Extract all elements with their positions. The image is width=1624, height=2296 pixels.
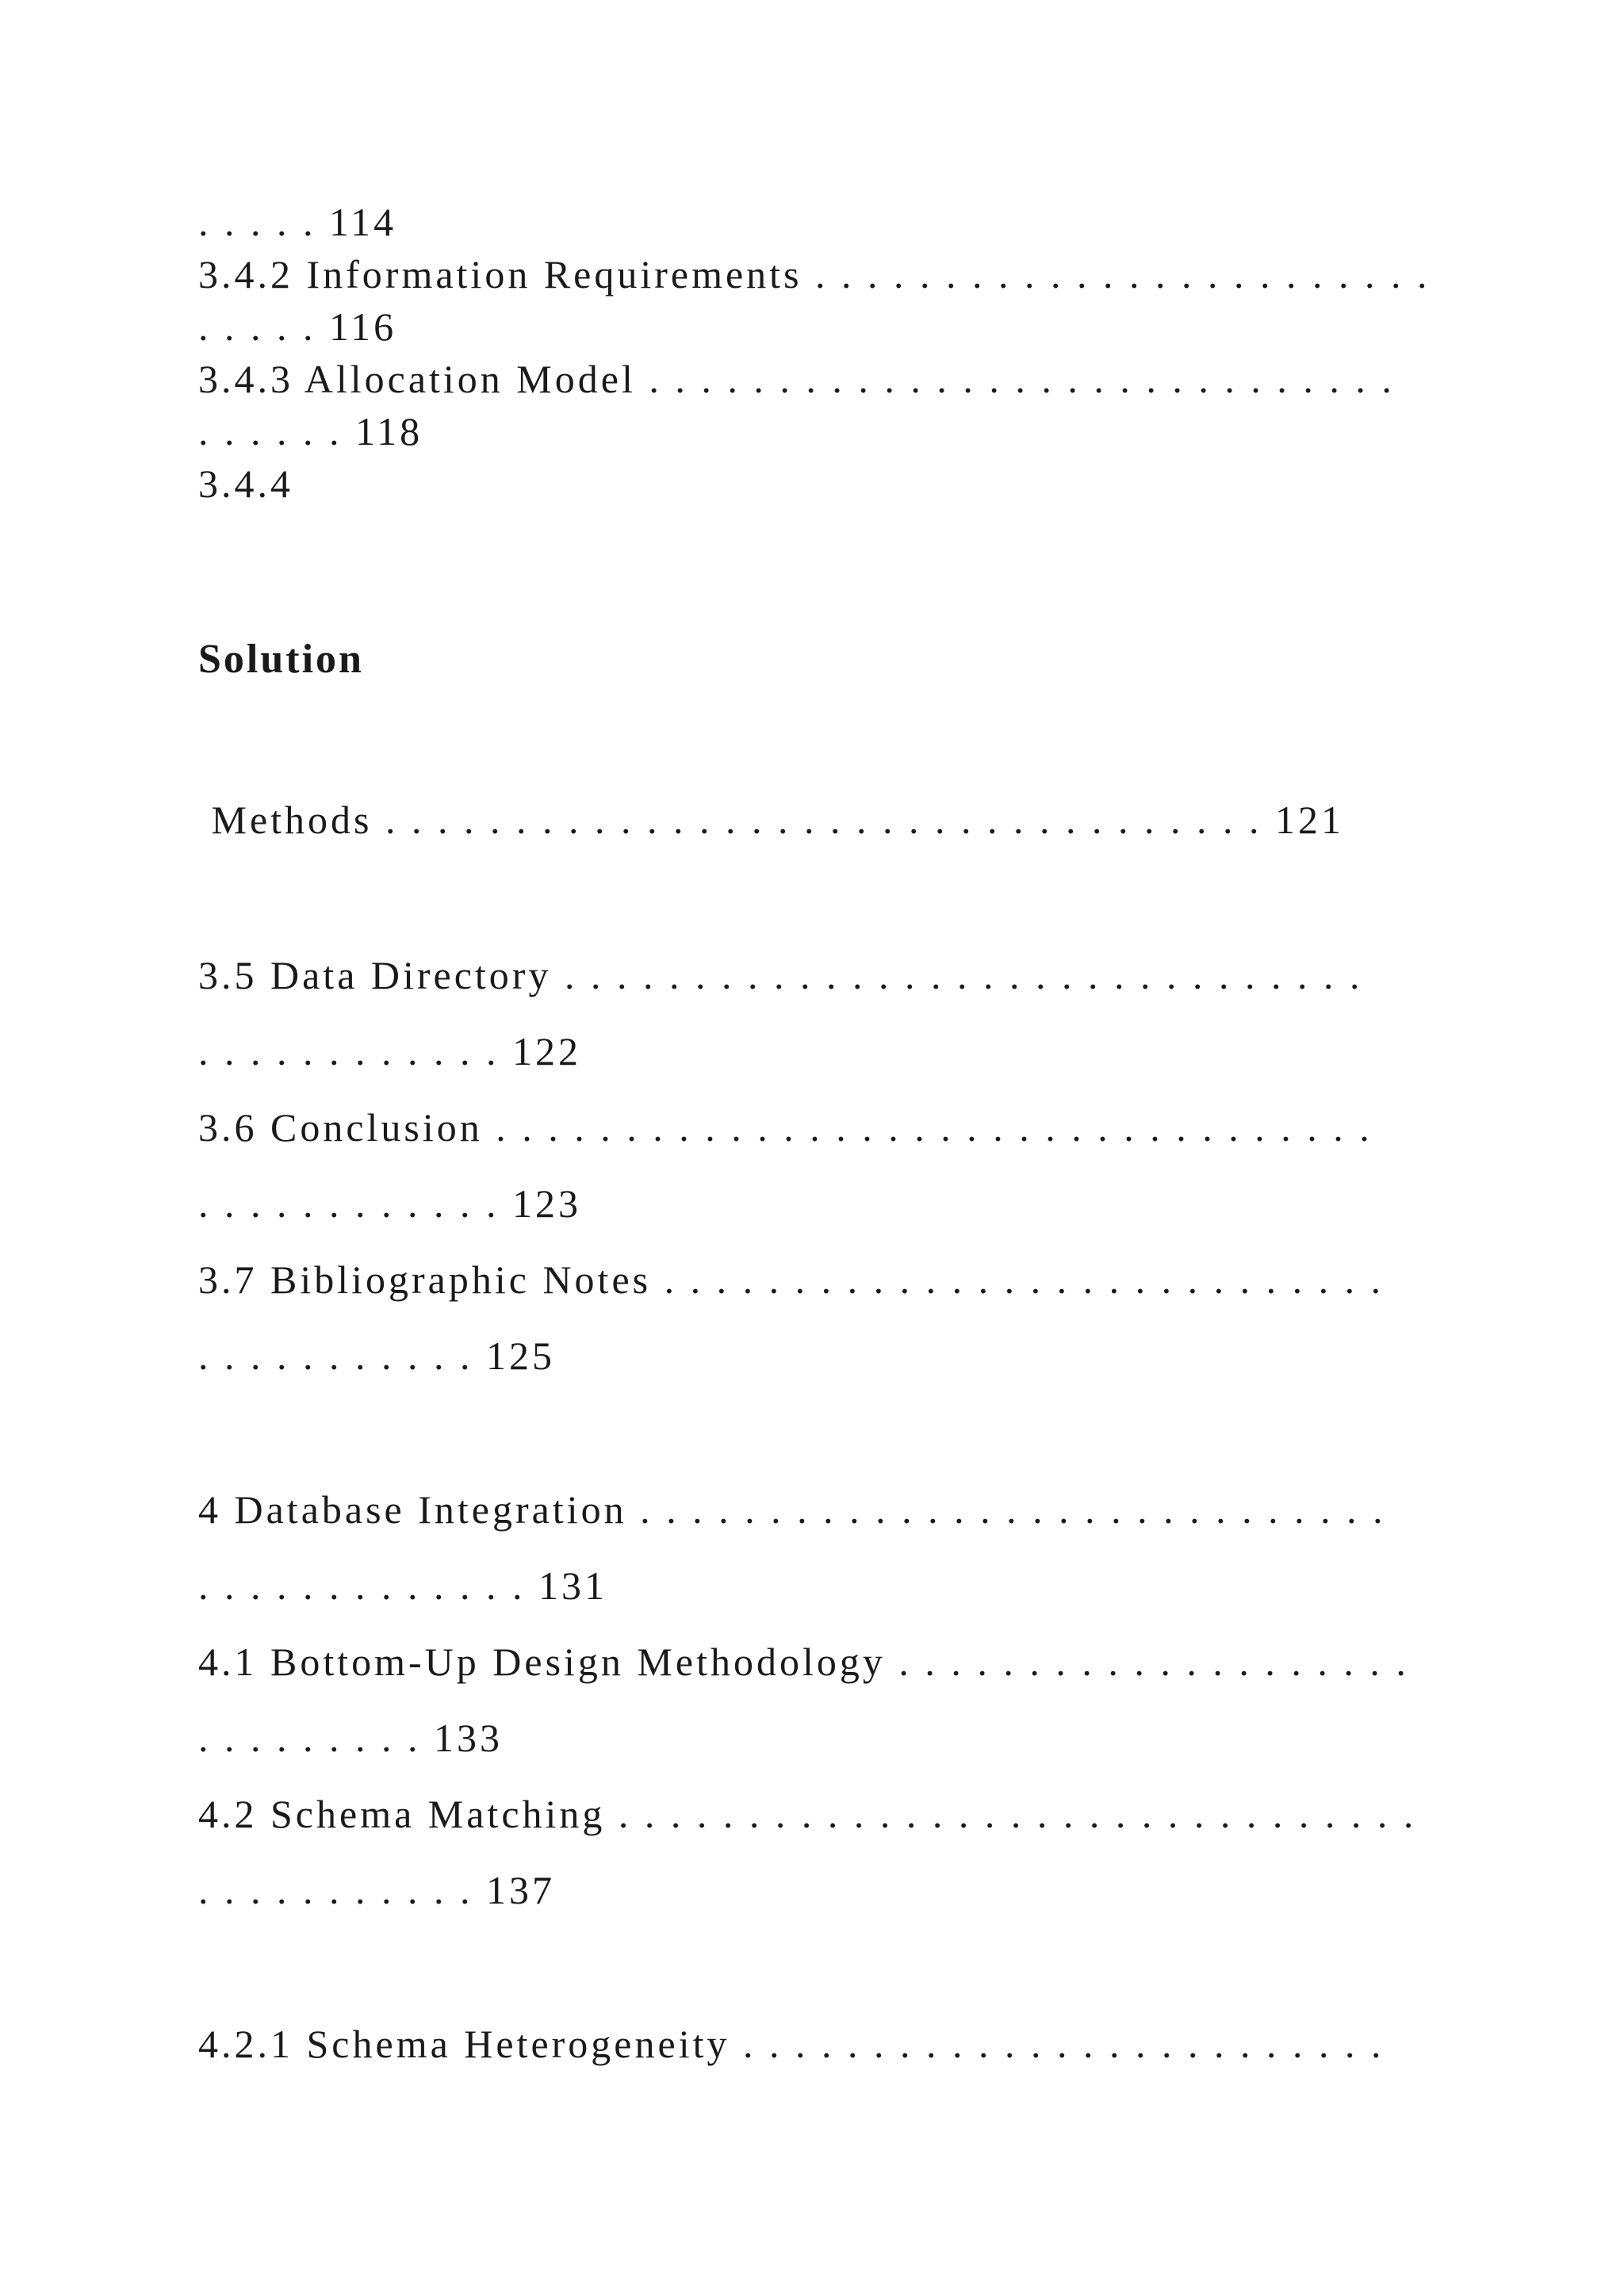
- toc-entry-4-2: 4.2 Schema Matching . . . . . . . . . . . . . . . . . . . . . . . . . . . . . . .: [198, 1792, 1417, 1836]
- section-heading-solution: Solution: [198, 637, 364, 682]
- toc-entry-3-4-2: 3.4.2 Information Requirements . . . . . . . . . . . . . . . . . . . . . . . .: [198, 252, 1431, 297]
- toc-line-125: . . . . . . . . . . . 125: [198, 1334, 555, 1378]
- toc-line-137: . . . . . . . . . . . 137: [198, 1868, 555, 1912]
- toc-entry-3-4-4: 3.4.4: [198, 461, 293, 506]
- toc-line-131: . . . . . . . . . . . . . 131: [198, 1563, 607, 1608]
- toc-entry-3-6: 3.6 Conclusion . . . . . . . . . . . . . . . . . . . . . . . . . . . . . . . . . .: [198, 1105, 1373, 1150]
- toc-entry-3-7: 3.7 Bibliographic Notes . . . . . . . . . . . . . . . . . . . . . . . . . . . .: [198, 1257, 1385, 1302]
- toc-entry-4: 4 Database Integration . . . . . . . . . . . . . . . . . . . . . . . . . . . . .: [198, 1487, 1386, 1532]
- toc-line-118: . . . . . . 118: [198, 409, 423, 453]
- toc-line-116: . . . . . 116: [198, 304, 397, 349]
- toc-entry-3-5: 3.5 Data Directory . . . . . . . . . . . . . . . . . . . . . . . . . . . . . . .: [198, 953, 1363, 997]
- toc-entry-3-4-3: 3.4.3 Allocation Model . . . . . . . . . . . . . . . . . . . . . . . . . . . . .: [198, 357, 1395, 401]
- toc-entry-4-1: 4.1 Bottom-Up Design Methodology . . . . . . . . . . . . . . . . . . . .: [198, 1640, 1409, 1684]
- toc-line-122: . . . . . . . . . . . . 122: [198, 1029, 581, 1073]
- toc-line-114: . . . . . 114: [198, 200, 397, 244]
- toc-line-133: . . . . . . . . . 133: [198, 1716, 503, 1760]
- toc-line-methods: Methods . . . . . . . . . . . . . . . . . . . . . . . . . . . . . . . . . . 121: [198, 798, 1344, 842]
- toc-entry-4-2-1: 4.2.1 Schema Heterogeneity . . . . . . . . . . . . . . . . . . . . . . . . .: [198, 2022, 1385, 2066]
- toc-line-123: . . . . . . . . . . . . 123: [198, 1181, 581, 1226]
